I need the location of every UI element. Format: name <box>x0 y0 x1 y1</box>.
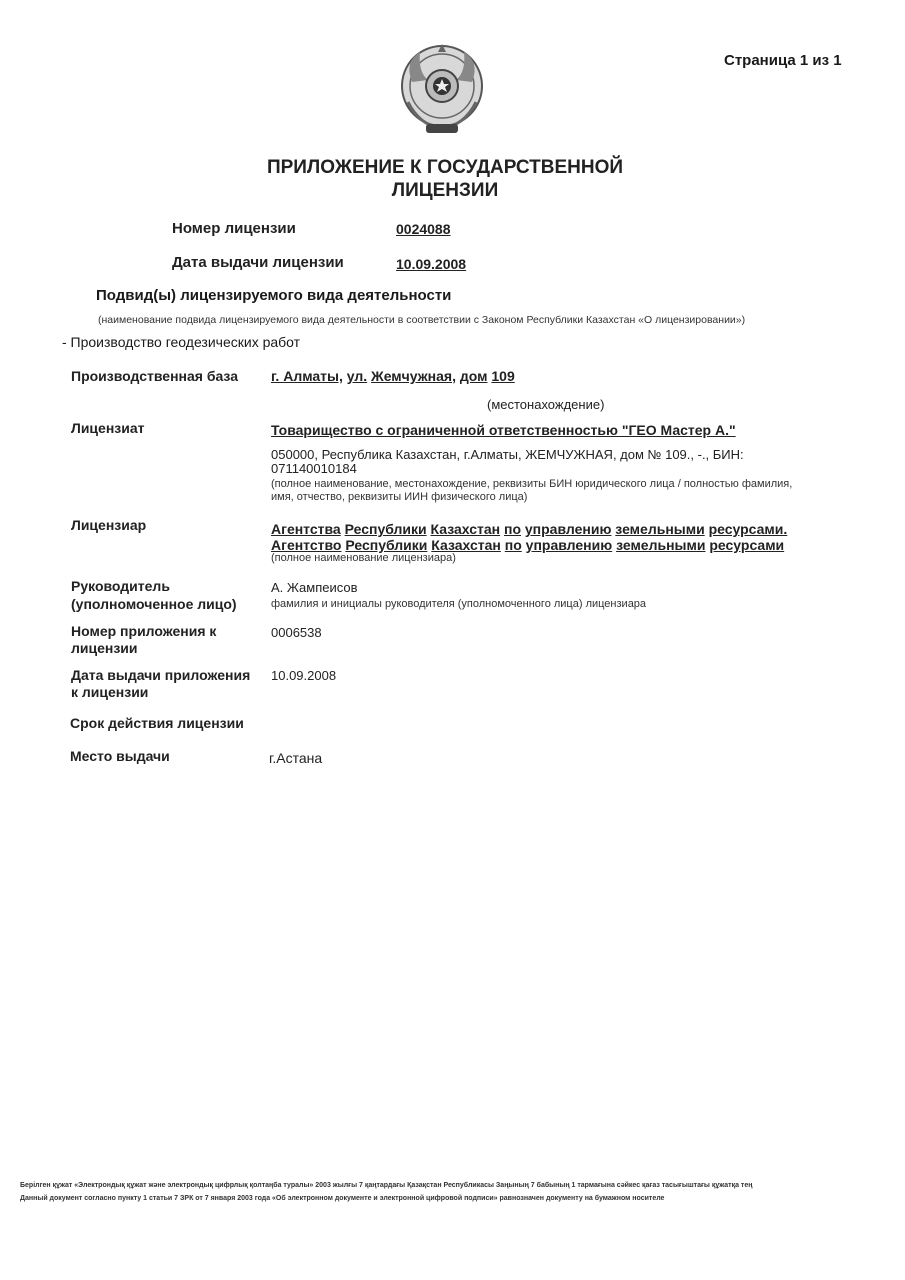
subtype-note: (наименование подвида лицензируемого вида деятельности в соответствии с Законом Республики Казахстан «О лицензировании») <box>98 314 746 326</box>
licensor-word: земельными <box>615 521 705 537</box>
licensor-word: Агентство <box>271 537 342 553</box>
base-label: Производственная база <box>71 368 238 384</box>
address-part: дом <box>459 368 488 384</box>
footer-line-1: Берілген құжат «Электрондық құжат және электрондық цифрлық қолтаңба туралы» 2003 жылғы 7 қаңтардағы Қазақстан Республикасы Заңының 7 бабының 1 тармағына сәйкес қағаз тасығыштағы құжатқа тең <box>20 1182 753 1189</box>
appendix-date-label <box>71 667 250 701</box>
licensor-word: по <box>504 537 522 553</box>
licensee-details-2: 071140010184 <box>271 461 357 476</box>
licensee-note-2: имя, отчество, реквизиты ИИН физического лица) <box>271 491 528 503</box>
issue-date-label: Дата выдачи лицензии <box>172 254 344 271</box>
appendix-date-label-line-2: к лицензии <box>71 684 149 700</box>
head-name: А. Жампеисов <box>271 580 358 595</box>
licensor-word: Республики <box>345 537 428 553</box>
licensor-word: Казахстан <box>430 521 501 537</box>
licensee-label: Лицензиат <box>71 420 145 436</box>
head-label-line-2: (уполномоченное лицо) <box>71 596 237 612</box>
licensee-name: Товарищество с ограниченной ответственностью "ГЕО Мастер А." <box>271 422 736 438</box>
head-note: фамилия и инициалы руководителя (уполномоченного лица) лицензиара <box>271 598 647 610</box>
appendix-date-value: 10.09.2008 <box>271 668 337 683</box>
place-value: г.Астана <box>269 750 323 766</box>
licensor-word: Казахстан <box>431 537 501 553</box>
head-label <box>71 577 237 613</box>
address-part: ул. <box>346 368 368 384</box>
page-counter: Страница 1 из 1 <box>724 52 842 69</box>
licensor-name-line-1 <box>271 521 787 537</box>
state-emblem-icon <box>398 42 486 140</box>
licensor-word: по <box>503 521 521 537</box>
subtype-title: Подвид(ы) лицензируемого вида деятельности <box>96 287 452 304</box>
place-label: Место выдачи <box>70 748 170 764</box>
base-note: (местонахождение) <box>487 397 605 412</box>
licensor-word: управлению <box>524 521 612 537</box>
title-line-2: ЛИЦЕНЗИИ <box>391 180 499 201</box>
activity-item: - Производство геодезических работ <box>62 334 301 350</box>
validity-label: Срок действия лицензии <box>70 715 244 731</box>
licensor-word: Агентства <box>271 521 341 537</box>
license-number-label: Номер лицензии <box>172 220 296 237</box>
appendix-number-label-line-1: Номер приложения к <box>71 623 217 639</box>
document-title <box>0 156 890 202</box>
base-address <box>271 368 515 384</box>
address-part: Жемчужная, <box>371 368 456 384</box>
licensor-word: Республики <box>344 521 427 537</box>
address-part: 109 <box>491 368 515 384</box>
licensor-word: ресурсами. <box>708 521 788 537</box>
appendix-date-label-line-1: Дата выдачи приложения <box>71 667 251 683</box>
licensor-word: управлению <box>525 537 613 553</box>
licensor-word: земельными <box>616 537 706 553</box>
licensee-note-1: (полное наименование, местонахождение, реквизиты БИН юридического лица / полностью фамилия, <box>271 478 793 490</box>
appendix-number-label-line-2: лицензии <box>71 640 138 656</box>
licensor-word: ресурсами <box>709 537 785 553</box>
licensor-name-line-2 <box>271 537 784 553</box>
licensor-note: (полное наименование лицензиара) <box>271 552 456 564</box>
issue-date-value: 10.09.2008 <box>396 256 467 272</box>
footer-line-2: Данный документ согласно пункту 1 статьи 7 ЗРК от 7 января 2003 года «Об электронном документе и электронной цифровой подписи» равнозначен документу на бумажном носителе <box>20 1195 665 1202</box>
licensee-details-1: 050000, Республика Казахстан, г.Алматы, ЖЕМЧУЖНАЯ, дом № 109., -., БИН: <box>271 447 744 462</box>
appendix-number-value: 0006538 <box>271 625 322 640</box>
head-label-line-1: Руководитель <box>71 578 170 594</box>
license-number-value: 0024088 <box>396 221 451 237</box>
licensor-label: Лицензиар <box>71 517 147 533</box>
appendix-number-label <box>71 623 216 657</box>
title-line-1: ПРИЛОЖЕНИЕ К ГОСУДАРСТВЕННОЙ <box>266 157 624 178</box>
address-part: г. Алматы, <box>271 368 343 384</box>
